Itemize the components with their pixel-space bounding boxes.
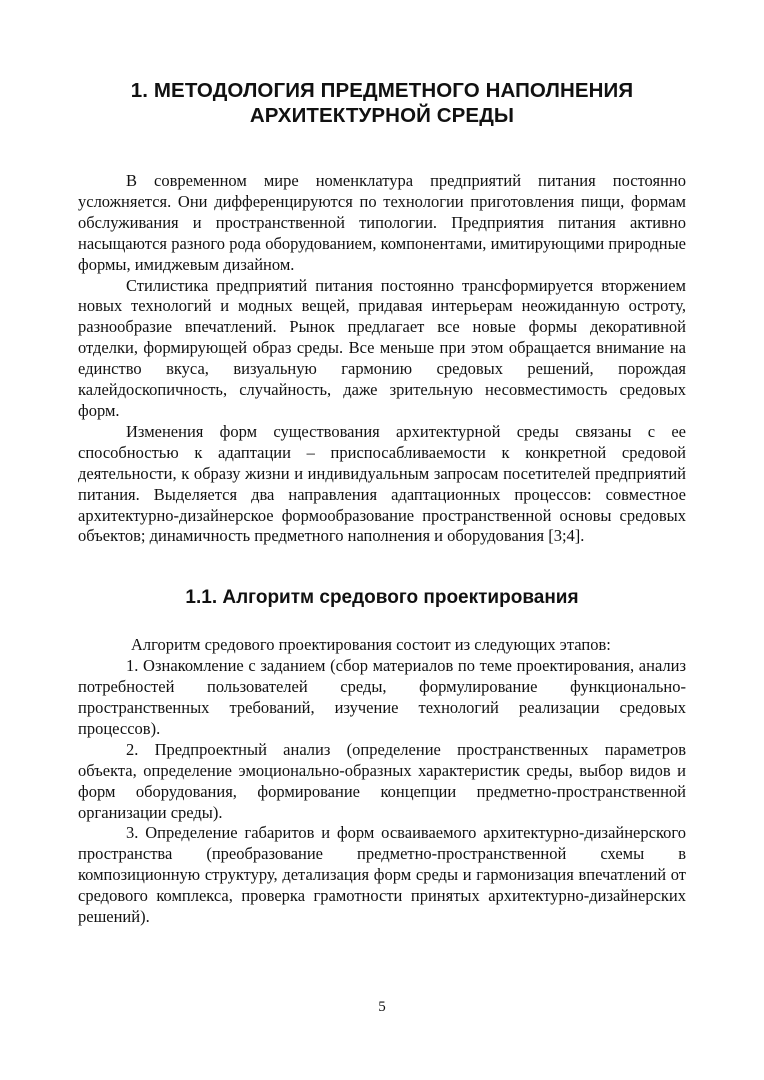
paragraph: Изменения форм существования архитектурной среды связаны с ее способностью к адаптации – приспосабливаемости к конкретной средовой деятельности, к образу жизни и индивидуальным запросам посетителей предприятий питания. Выделяется два направления адаптационных процессов: совместное архитектурно-дизайнерское формообразование пространственной основы средовых объектов; динамичность предметного наполнения и оборудования [3;4]. <box>78 421 686 546</box>
document-page <box>78 78 686 928</box>
section-title: 1.1. Алгоритм средового проектирования <box>185 587 579 609</box>
list-item: 1. Ознакомление с заданием (сбор материалов по теме проектирования, анализ потребностей пользователей среды, формулирование функционально-пространственных требований, изучение технологий реализации средовых процессов). <box>78 656 686 738</box>
chapter-title-line-1: 1. МЕТОДОЛОГИЯ ПРЕДМЕТНОГО НАПОЛНЕНИЯ <box>130 79 634 102</box>
chapter-title-line-2: АРХИТЕКТУРНОЙ СРЕДЫ <box>249 104 515 127</box>
section-intro: Алгоритм средового проектирования состоит из следующих этапов: <box>131 635 611 655</box>
chapter-body <box>78 171 686 547</box>
chapter-title <box>78 78 686 128</box>
paragraph: Стилистика предприятий питания постоянно трансформируется вторжением новых технологий и модных вещей, придавая интерьерам неожиданную остроту, разнообразие впечатлений. Рынок предлагает все новые формы декоративной отделки, формирующей образ среды. Все меньше при этом обращается внимание на единство вкуса, визуальную гармонию средовых решений, порождая калейдоскопичность, случайность, даже зрительную несовместимость средовых форм. <box>78 275 686 420</box>
list-item: 2. Предпроектный анализ (определение пространственных параметров объекта, определение эмоционально-образных характеристик среды, выбор видов и форм оборудования, формирование концепции предметно-пространственной организации среды). <box>78 739 686 822</box>
section-body <box>78 635 686 928</box>
list-item: 3. Определение габаритов и форм осваиваемого архитектурно-дизайнерского пространства (преобразование предметно-пространственной схемы в композиционную структуру, детализация форм среды и гармонизация впечатлений от средового комплекса, проверка грамотности принятых архитектурно-дизайнерских решений). <box>78 823 686 927</box>
page-number: 5 <box>378 999 386 1015</box>
paragraph: В современном мире номенклатура предприятий питания постоянно усложняется. Они дифференцируются по технологии приготовления пищи, формам обслуживания и пространственной типологии. Предприятия питания активно насыщаются разного рода оборудованием, компонентами, имитирующими природные формы, имиджевым дизайном. <box>78 171 686 274</box>
